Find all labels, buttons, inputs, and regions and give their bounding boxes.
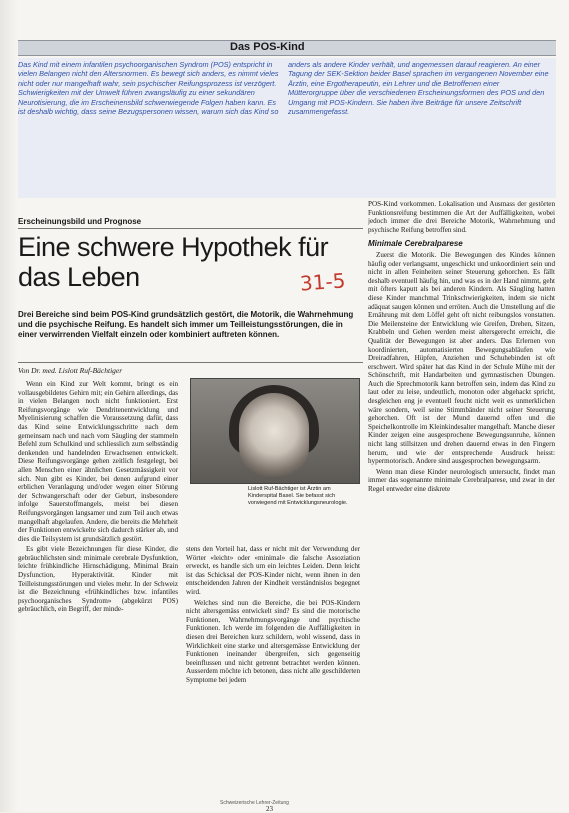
article-lede: Drei Bereiche sind beim POS-Kind grundsätzlich gestört, die Motorik, die Wahrnehmung und die psychische Reifung. Es handelt sich immer um Teilleistungsstörungen, die in einer verwirrenden Vielfalt einzeln oder kombiniert auftreten können. [18, 310, 354, 339]
paragraph: POS-Kind vorkommen. Lokalisation und Ausmass der gestörten Funktionsreifung bestimmen die Art der Auffälligkeiten, wobei jedoch immer die drei Bereiche Motorik, Wahrnehmung und psychische Reifung betroffen sind. [368, 200, 555, 234]
text-column-2 [186, 545, 360, 790]
photo-face [239, 393, 309, 477]
byline: Von Dr. med. Lislott Ruf-Bächtiger [18, 366, 123, 375]
paragraph: Wenn ein Kind zur Welt kommt, bringt es ein vollausgebildetes Gehirn mit; ein Gehirn allerdings, das in vielen Belangen noch nicht funktioniert. Erst Reifungsvorgänge wie Dendritenentwicklung und Myelinisierung schaffen die Voraussetzung dafür, dass das Kind seine Entwicklungsschritte nach dem gemeinsam nach und nach vom Säugling der stammeln Befehl zum Schulkind und schliesslich zum selbständig denkenden und handelnden Erwachsenen entwickelt. Diese Reifungsvorgänge gehen zeitlich festgelegt, bei allen Menschen einer ähnlichen Gesetzmässigkeit vor sich. Nun gibt es Kinder, bei denen aufgrund einer erblichen Veranlagung und/oder wegen einer Störung der Schwangerschaft oder der Geburt, insbesondere infolge Sauerstoffmangels, meist bei diesen Reifungsvorgängen langsamer und zum Teil auch etwas mangelhaft abgelaufen. Andere, die bereits die Mehrheit der Funktionen entwickelte sich dadurch stärker ab, und dies die Teilsystem ist grundsätzlich gestört. [18, 380, 178, 543]
paragraph: Es gibt viele Bezeichnungen für diese Kinder, die gebräuchlichsten sind: minimale cerebrale Dysfunktion, leichte frühkindliche Hirnschädigung, Minimal Brain Dysfunction, Hyperaktivität. Kinder mit Teilleistungsstörungen und vieles mehr. In der Schweiz ist die Bezeichnung «frühkindliches bzw. infantiles psychoorganisches Syndrom» (abgekürzt POS) gebräuchlich, ein Begriff, der minde- [18, 545, 178, 614]
paragraph: Wenn man diese Kinder neurologisch untersucht, findet man immer das sogenannte minimale Cerebralparese, und zwar in der Regel entweder eine diskrete [368, 467, 555, 493]
article-headline: Eine schwere Hypothek für das Leben [18, 232, 329, 292]
text-column-3 [368, 200, 555, 790]
handwritten-note: 31-5 [299, 268, 347, 296]
byline-rule [18, 362, 363, 363]
paragraph: stens den Vorteil hat, dass er nicht mit der Verwendung der Wörter «leicht» oder «minimal» die falsche Assoziation erweckt, es handle sich um ein leichtes Leiden. Denn leicht ist das Schicksal der POS-Kinder nicht, wenn ihnen in den entscheidenden Jahren der Kindheit verständnislos begegnet wird. [186, 545, 360, 596]
text-column-1 [18, 380, 178, 790]
kicker-rule [18, 228, 363, 229]
intro-right-text: anders als andere Kinder verhält, und angemessen darauf reagieren. An einer Tagung der SEK-Sektion beider Basel sprachen im vergangenen November eine Ärztin, eine Ergotherapeutin, ein Lehrer und die Betroffenen einer Mütterorgruppe über die verschiedenen Erscheinungsformen des POS und den Umgang mit POS-Kindern. Sie haben ihre Beiträge für unsere Zeitschrift zusammengefasst. [288, 60, 549, 117]
article-kicker: Erscheinungsbild und Prognose [18, 217, 142, 226]
photo-caption: Lislott Ruf-Bächtiger ist Ärztin am Kinderspital Basel. Sie befasst sich vorwiegend mit Entwicklungsneurologie. [248, 486, 348, 506]
intro-left-text: Das Kind mit einem infantilen psychoorganischen Syndrom (POS) entspricht in vielen Belangen nicht den Altersnormen. Es bewegt sich anders, es nimmt vieles nicht oder nur mangelhaft wahr, sein psychischer Reifungsprozess ist verzögert. Schwierigkeiten mit der Umwelt führen zwangsläufig zu einer sekundären Neurotisierung, die im Erscheinensbild schwerwiegende Folgen haben kann. Es ist deshalb wichtig, dass seine Bezugspersonen wissen, warum sich das Kind so [18, 60, 279, 117]
author-photo [190, 378, 360, 484]
section-title: Das POS-Kind [230, 41, 305, 53]
paragraph: Welches sind nun die Bereiche, die bei POS-Kindern nicht altersgemäss entwickelt sind? Es sind die motorische Funktionen, Wahrnehmungsvorgänge und psychische Funktionen. Ich werde im folgenden die Auffälligkeiten in diesen drei Bereichen kurz schildern, wohl wissend, dass in Wirklichkeit eine starke und altersgemässe Entwicklung der Funktionen ineinander übergreifen, sich gegenseitig beeinflussen und nicht getrennt betrachtet werden können. Ausserdem möchte ich betonen, dass nicht alle geschilderten Symptome bei jedem [186, 598, 360, 684]
paragraph: Zuerst die Motorik. Die Bewegungen des Kindes können häufig oder verlangsamt, ungeschickt und unkoordiniert sein und nicht in allen Feinheiten seiner Steuerung gehorchen. Es fällt deshalb eventuell häufig hin, und was es in der Hand nimmt, geht mit öfters kaputt als bei anderen Kindern. Als Säugling hatten diese Kinder manchmal Trinkschwierigkeiten, indem sie nicht adäquat saugen können und erröten. Auch die Umstellung auf die Ernährung mit dem Löffel geht oft nicht reibungslos vonstatten. Die Meilensteine der Entwicklung wie Greifen, Drehen, Sitzen, Krabbeln und Gehen werden meist altersgerecht erreicht, die Qualität der Bewegungen ist aber anders. Das Erlernen von koordinierten, automatisierten Bewegungsabläufen wie Dreiradfahren, Hüpfen, Anziehen und Schuhebinden ist oft erschwert. Wird später hat das Kind in der Schule Mühe mit der Schönschrift, mit Handarbeiten und gymnastischen Übungen. Auch die Sprechmotorik kann betroffen sein, indem das Kind zu laut oder zu leise, undeutlich, monoton oder abgehackt spricht, desgleichen eng je eventuell feucht nicht weit es unmerklichen wäre sondern, weil seine Stimmbänder nicht seiner Steuerung gehorchen. Oft ist der Mund dauernd offen und die Speichelkontrolle im Kleinkindesalter mangelhaft. Manche dieser Kinder zeigen eine ausgesprochene Bewegungsunruhe, können nicht lang stillsitzen und drehen dauernd etwas in den Fingern herum, und wie der entsprechende Ausdruck heisst: hypermotorisch. Andere sind ausgesprochen bewegungsarm. [368, 250, 555, 466]
page-number: 23 [266, 805, 273, 813]
footer-publication: Schweizerische Lehrer-Zeitung [220, 800, 289, 806]
section-heading: Minimale Cerebralparese [368, 239, 463, 249]
